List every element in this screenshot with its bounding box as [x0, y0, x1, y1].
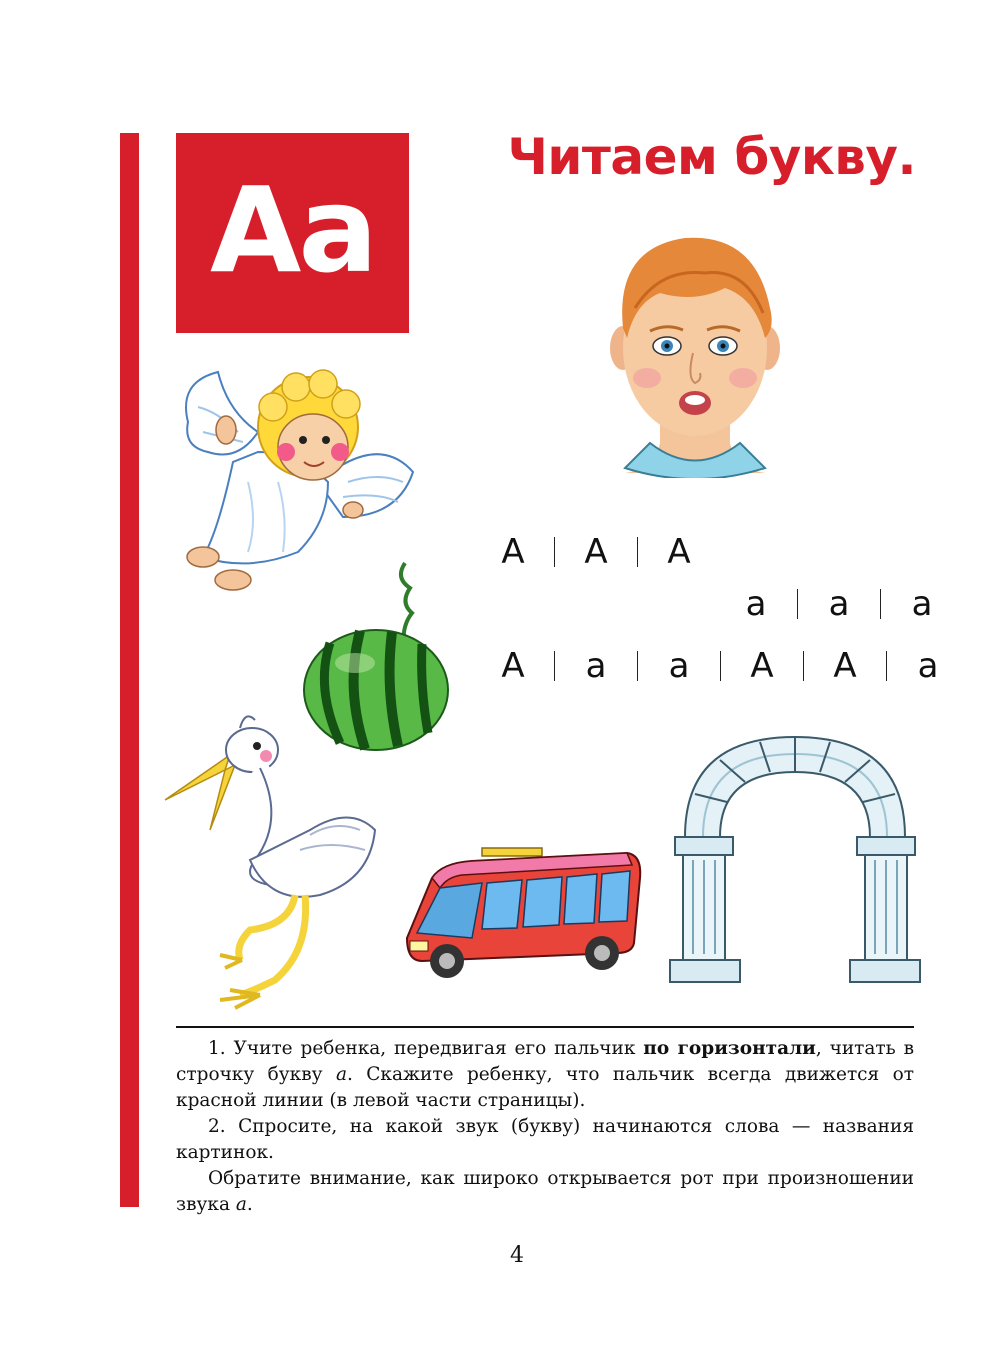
arch-illustration [665, 732, 925, 987]
letter-italic: а [335, 1064, 347, 1085]
left-red-margin-line [120, 133, 139, 1207]
letter-cell: А [750, 646, 774, 686]
letter-cell: А [833, 646, 857, 686]
page-number: 4 [510, 1243, 524, 1268]
letter-cell: а [917, 646, 939, 686]
letter-cell: а [585, 646, 607, 686]
letter-cell: А [501, 532, 525, 572]
instruction-paragraph-3: Обратите внимание, как широко открывается рот при произношении звука а. [176, 1168, 914, 1215]
letter-heading: Aa [210, 161, 375, 299]
instruction-paragraph-2: 2. Спросите, на какой звук (букву) начинаются слова — названия картинок. [176, 1116, 914, 1163]
instructions-divider [176, 1026, 914, 1028]
letter-cell: А [667, 532, 691, 572]
letter-italic: а [235, 1194, 247, 1215]
letter-cell: а [828, 584, 850, 624]
letter-cell: а [911, 584, 933, 624]
letter-row-3 [472, 646, 969, 686]
emphasis-text: по горизонтали [643, 1038, 816, 1059]
letter-cell: А [584, 532, 608, 572]
letter-cell: а [668, 646, 690, 686]
boy-face-illustration [605, 228, 785, 478]
instruction-paragraph-1: 1. Учите ребенка, передвигая его пальчик по горизонтали, читать в строчку букву а. Скажите ребенку, что пальчик всегда движется от красной линии (в левой части страницы). [176, 1038, 914, 1111]
letter-cell: а [745, 584, 767, 624]
letter-heading-box [176, 133, 409, 333]
letter-row-2 [715, 584, 963, 624]
bus-illustration [402, 843, 647, 983]
stork-illustration [160, 710, 385, 1010]
page-title: Читаем букву. [507, 128, 916, 186]
instructions-block [176, 1036, 914, 1218]
letter-row-1 [472, 532, 720, 572]
letter-cell: А [501, 646, 525, 686]
